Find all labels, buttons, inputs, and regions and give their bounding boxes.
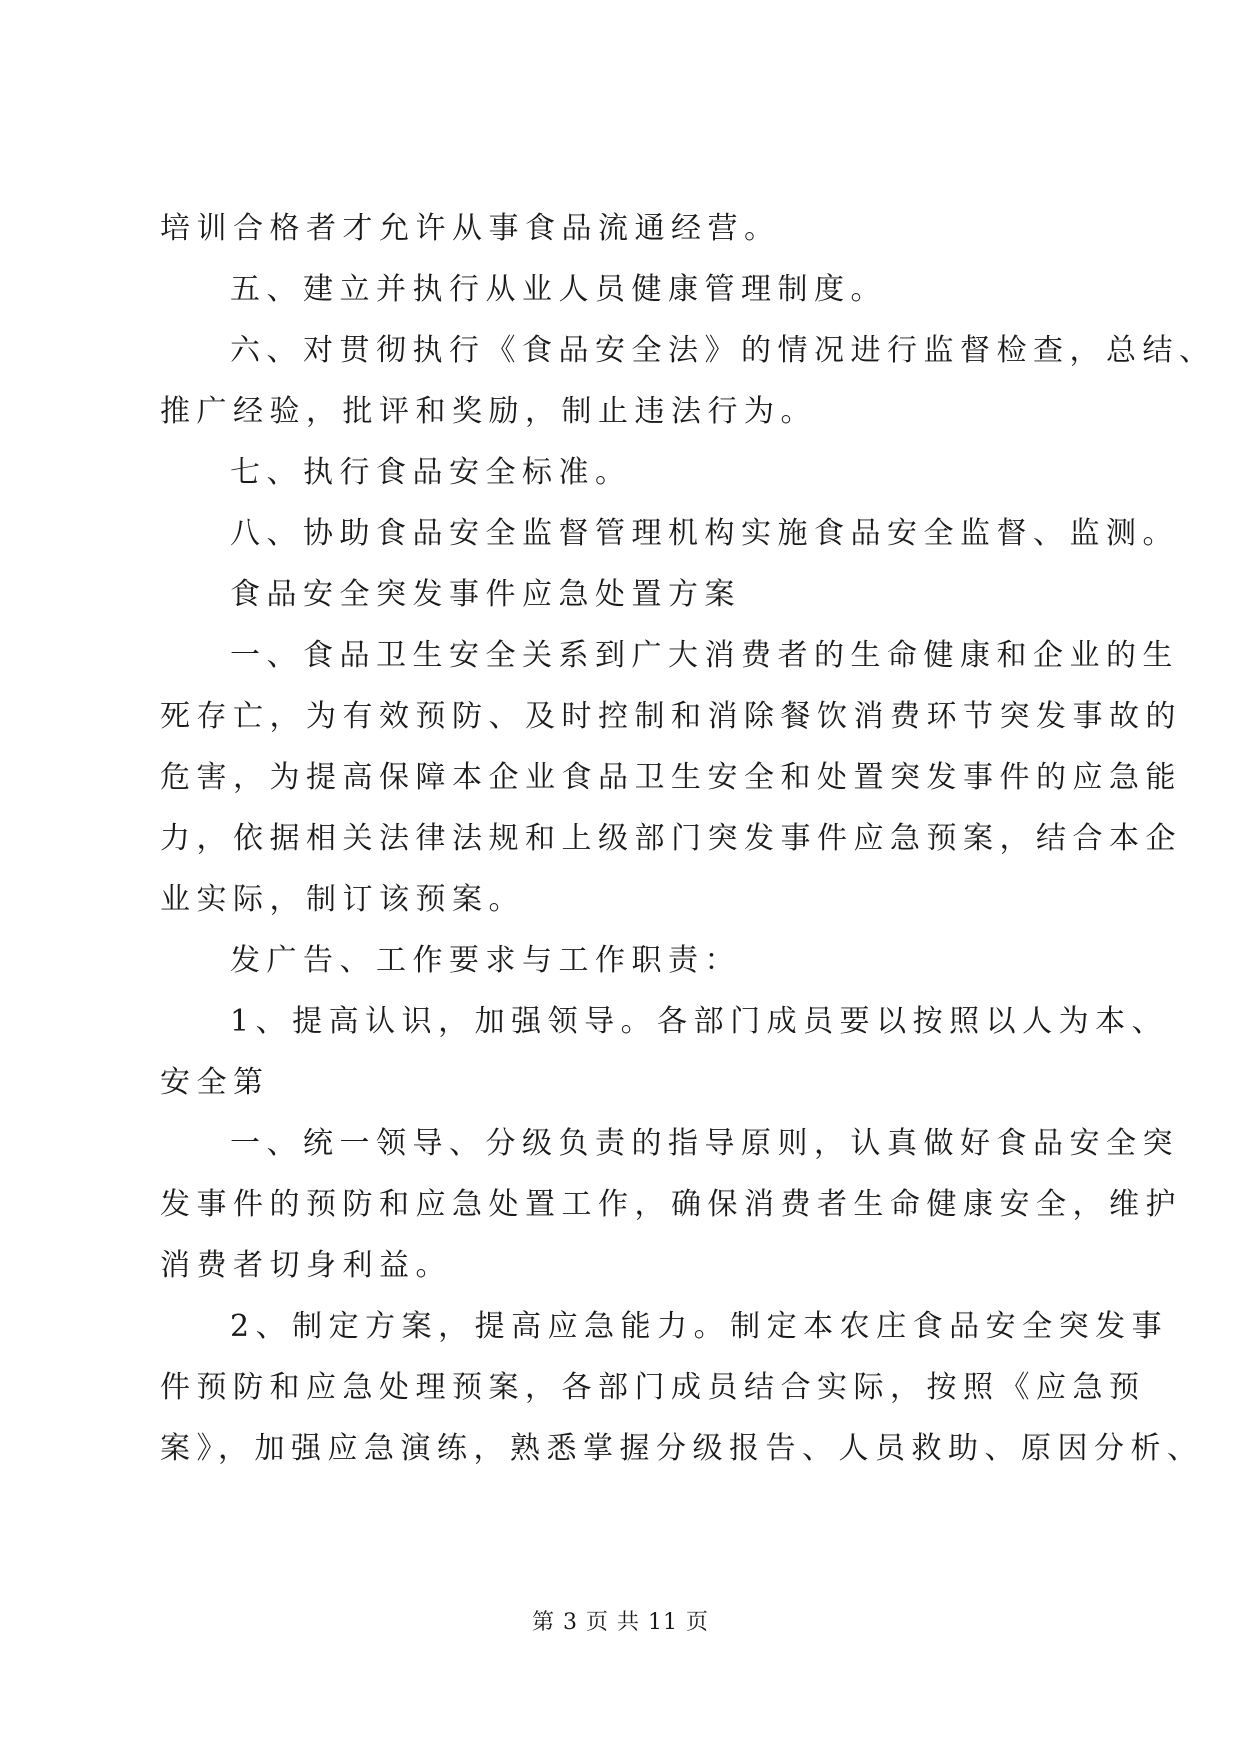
text-line: 危害，为提高保障本企业食品卫生安全和处置突发事件的应急能 (160, 760, 1182, 795)
text-line: 业实际，制订该预案。 (160, 882, 525, 917)
text-line: 五、建立并执行从业人员健康管理制度。 (230, 272, 887, 307)
text-line: 死存亡，为有效预防、及时控制和消除餐饮消费环节突发事故的 (160, 699, 1182, 734)
document-body (160, 198, 1216, 1479)
text-line: 安全第 (160, 1065, 270, 1100)
text-line: 七、执行食品安全标准。 (230, 455, 632, 490)
text-line: 案》，加强应急演练，熟悉掌握分级报告、人员救助、原因分析、 (160, 1431, 1204, 1466)
text-line: 2、制定方案，提高应急能力。制定本农庄食品安全突发事 (230, 1309, 1169, 1344)
text-line: 消费者切身利益。 (160, 1248, 452, 1283)
text-line: 发事件的预防和应急处置工作，确保消费者生命健康安全，维护 (160, 1187, 1182, 1222)
text-line: 1、提高认识，加强领导。各部门成员要以按照以人为本、 (230, 1004, 1169, 1039)
text-line: 培训合格者才允许从事食品流通经营。 (160, 211, 781, 246)
text-line: 八、协助食品安全监督管理机构实施食品安全监督、监测。 (230, 516, 1179, 551)
page-footer: 第 3 页 共 11 页 (532, 1610, 709, 1635)
text-line: 食品安全突发事件应急处置方案 (230, 577, 741, 612)
text-line: 力，依据相关法律法规和上级部门突发事件应急预案，结合本企 (160, 821, 1182, 856)
text-line: 一、食品卫生安全关系到广大消费者的生命健康和企业的生 (230, 638, 1179, 673)
text-line: 一、统一领导、分级负责的指导原则，认真做好食品安全突 (230, 1126, 1179, 1161)
text-line: 六、对贯彻执行《食品安全法》的情况进行监督检查，总结、 (230, 333, 1216, 368)
text-line: 发广告、工作要求与工作职责： (230, 943, 741, 978)
text-line: 推广经验，批评和奖励，制止违法行为。 (160, 394, 817, 429)
text-line: 件预防和应急处理预案，各部门成员结合实际，按照《应急预 (160, 1370, 1146, 1405)
